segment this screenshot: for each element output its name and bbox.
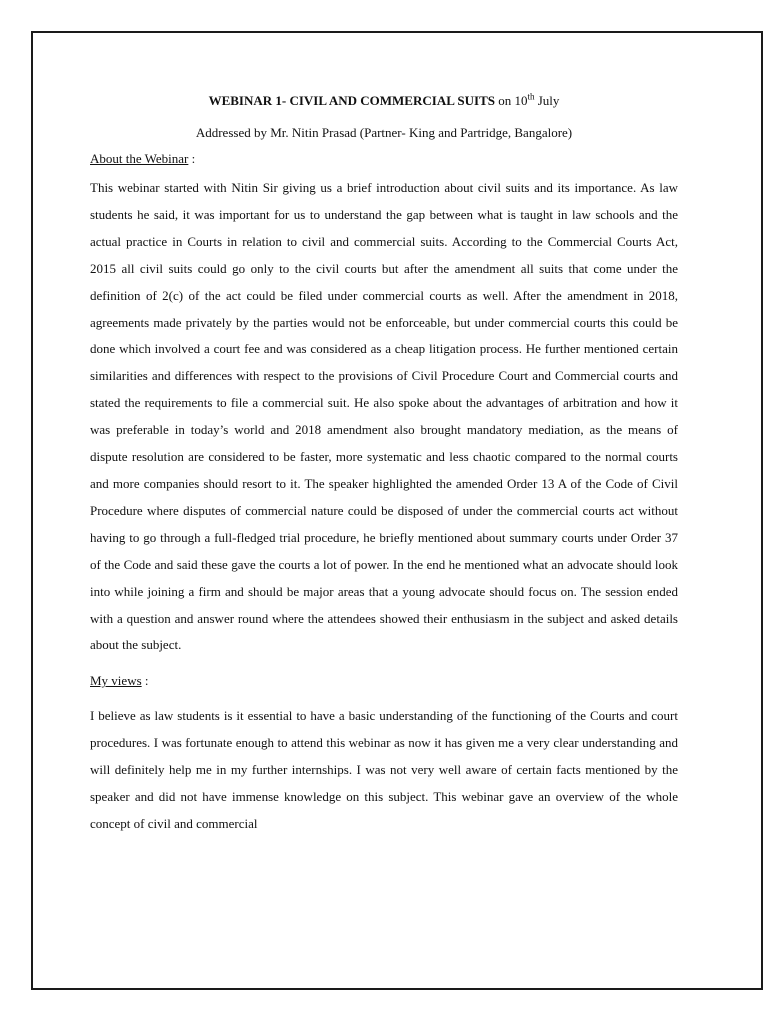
views-paragraph: I believe as law students is it essential to have a basic understanding of the functioning of the Courts and court procedures. I was fortunate enough to attend this webinar as now it has given me a very clear understanding and will definitely help me in my further internships. I was not very well aware of certain facts mentioned by the speaker and did not have immense knowledge on this subject. This webinar gave an overview of the whole concept of civil and commercial [90, 708, 678, 831]
document-title [90, 91, 678, 111]
about-heading-suffix: : [188, 151, 196, 166]
title-date-superscript: th [527, 91, 535, 102]
document-body [90, 91, 678, 838]
views-heading-suffix: : [141, 673, 149, 689]
about-heading [90, 149, 678, 169]
title-bold-text: WEBINAR 1- CIVIL AND COMMERCIAL SUITS [208, 93, 495, 108]
title-date-prefix: on 10 [494, 93, 528, 108]
views-heading [90, 671, 678, 691]
views-heading-text: My views [90, 673, 142, 689]
about-paragraph: This webinar started with Nitin Sir giving us a brief introduction about civil suits and its importance. As law students he said, it was important for us to understand the gap between what is taught in law schools and the actual practice in Courts in relation to civil and commercial suits. According to the Commercial Courts Act, 2015 all civil suits could go only to the civil courts but after the amendment all suits that come under the definition of 2(c) of the act could be filed under commercial courts as well. After the amendment in 2018, agreements made privately by the parties would not be enforceable, but under commercial courts this could be done which involved a court fee and was considered as a cheap litigation process. He further mentioned certain similarities and differences with respect to the provisions of Civil Procedure Court and Commercial courts and stated the requirements to file a commercial suit. He also spoke about the advantages of arbitration and how it was preferable in today’s world and 2018 amendment also brought mandatory mediation, as the means of dispute resolution are considered to be faster, more systematic and less chaotic compared to the normal courts and more companies should resort to it. The speaker highlighted the amended Order 13 A of the Code of Civil Procedure where disputes of commercial nature could be disposed of under the commercial courts act without having to go through a full-fledged trial procedure, he briefly mentioned about summary courts under Order 37 of the Code and said these gave the courts a lot of power. In the end he mentioned what an advocate should look into while joining a firm and should be major areas that a young advocate should focus on. The session ended with a question and answer round where the attendees showed their enthusiasm in the subject and asked details about the subject. [90, 180, 678, 653]
title-date-month: July [534, 93, 560, 108]
about-heading-text: About the Webinar [90, 151, 189, 166]
document-subtitle: Addressed by Mr. Nitin Prasad (Partner- King and Partridge, Bangalore) [195, 125, 573, 140]
